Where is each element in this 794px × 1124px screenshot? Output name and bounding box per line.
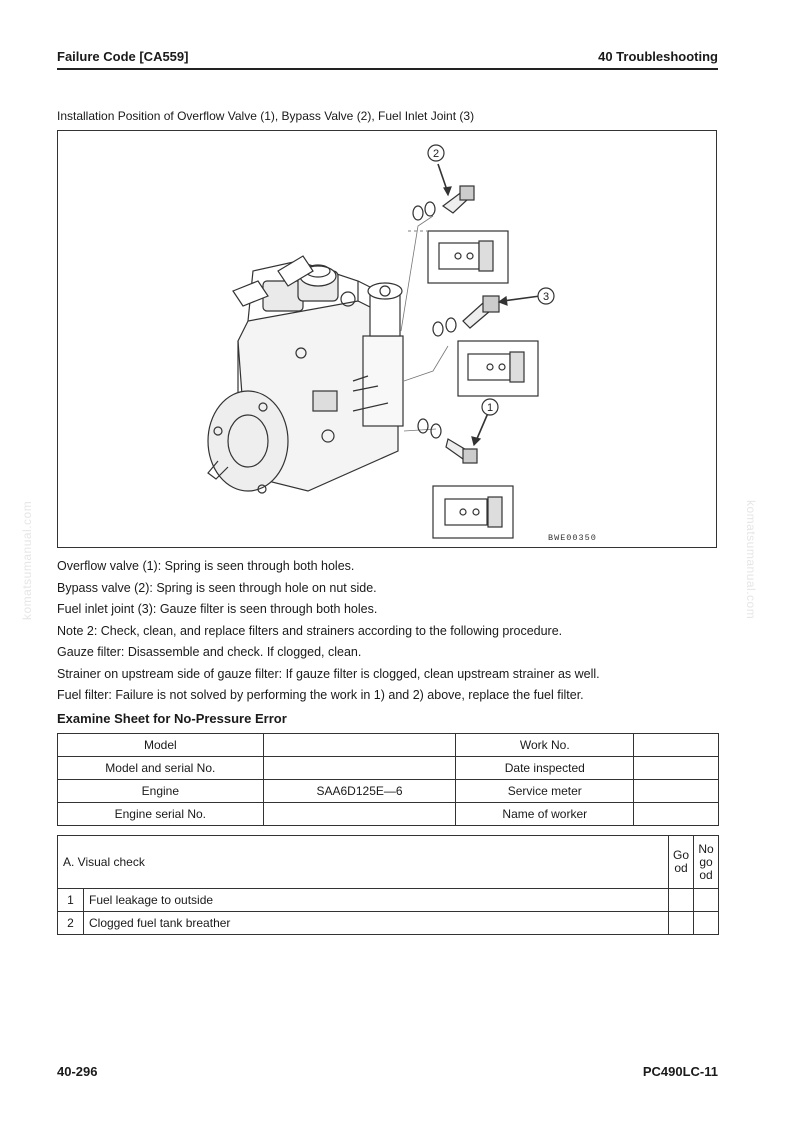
note-overflow-valve: Overflow valve (1): Spring is seen through both holes. (57, 559, 355, 573)
watermark-left: komatsumanual.com (20, 500, 34, 620)
fuel-inlet-joint-parts (433, 288, 554, 396)
info-value[interactable]: SAA6D125E—6 (263, 780, 456, 803)
note-strainer: Strainer on upstream side of gauze filter: If gauze filter is clogged, clean upstream strainer as well. (57, 666, 600, 681)
item-text: Fuel leakage to outside (83, 889, 668, 912)
header-section: 40 Troubleshooting (598, 49, 718, 64)
good-cell[interactable] (669, 889, 694, 912)
watermark-right: komatsumanual.com (744, 500, 758, 620)
note-2: Note 2: Check, clean, and replace filters and strainers according to the following procedure. (57, 623, 563, 638)
info-label: Model (58, 734, 264, 757)
sheet-title: Examine Sheet for No-Pressure Error (57, 711, 287, 726)
figure-caption: Installation Position of Overflow Valve (1), Bypass Valve (2), Fuel Inlet Joint (3) (57, 109, 475, 123)
section-label: A. Visual check (58, 836, 669, 889)
info-value[interactable] (634, 780, 719, 803)
table-row (58, 780, 719, 803)
good-cell[interactable] (669, 912, 694, 935)
no-good-cell[interactable] (694, 912, 719, 935)
info-label: Engine serial No. (58, 803, 264, 826)
info-label: Service meter (456, 780, 634, 803)
bypass-valve-parts (408, 145, 508, 283)
fuel-pump-illustration (58, 131, 716, 547)
note-fuel-filter: Fuel filter: Failure is not solved by performing the work in 1) and 2) above, replace the fuel filter. (57, 688, 584, 702)
machine-model: PC490LC-11 (642, 1064, 718, 1079)
table-row (58, 912, 719, 935)
page-header (57, 48, 718, 70)
visual-check-table (57, 835, 719, 935)
note-bypass-valve: Bypass valve (2): Spring is seen through hole on nut side. (57, 580, 377, 595)
info-label: Name of worker (456, 803, 634, 826)
note-fuel-inlet-joint: Fuel inlet joint (3): Gauze filter is seen through both holes. (57, 602, 378, 616)
info-value[interactable] (634, 757, 719, 780)
info-label: Engine (58, 780, 264, 803)
table-row (58, 803, 719, 826)
note-gauze-filter: Gauze filter: Disassemble and check. If clogged, clean. (57, 645, 362, 659)
table-row (58, 889, 719, 912)
info-value[interactable] (634, 734, 719, 757)
no-good-column-header: No go od (694, 836, 719, 889)
info-value[interactable] (634, 803, 719, 826)
item-text: Clogged fuel tank breather (83, 912, 668, 935)
item-number: 1 (58, 889, 84, 912)
table-row (58, 757, 719, 780)
figure-code: BWE00350 (548, 533, 597, 543)
table-row (58, 734, 719, 757)
info-value[interactable] (263, 757, 456, 780)
page-number: 40-296 (57, 1064, 98, 1079)
info-value[interactable] (263, 734, 456, 757)
notes-block (57, 556, 600, 707)
info-label: Date inspected (456, 757, 634, 780)
info-label: Work No. (456, 734, 634, 757)
callout-2: 2 (432, 148, 440, 160)
figure-frame (57, 130, 717, 548)
item-number: 2 (58, 912, 84, 935)
info-label: Model and serial No. (58, 757, 264, 780)
info-table (57, 733, 719, 826)
good-column-header: Go od (669, 836, 694, 889)
table-header-row (58, 836, 719, 889)
pump-body-drawing (208, 256, 403, 493)
no-good-cell[interactable] (694, 889, 719, 912)
callout-1: 1 (486, 402, 494, 414)
header-failure-code: Failure Code [CA559] (57, 49, 189, 64)
callout-3: 3 (542, 291, 550, 303)
info-value[interactable] (263, 803, 456, 826)
overflow-valve-parts (418, 399, 513, 538)
